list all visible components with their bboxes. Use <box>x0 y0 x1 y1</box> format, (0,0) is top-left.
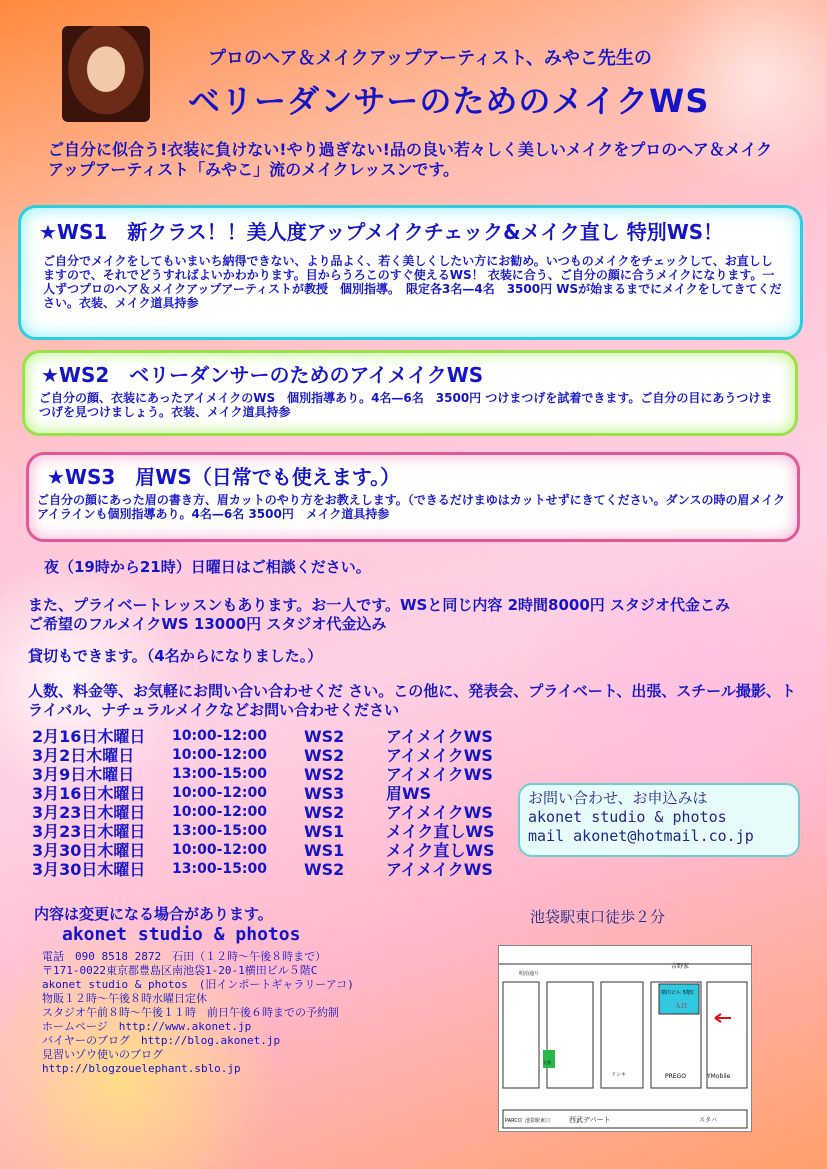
contact-email[interactable]: mail akonet@hotmail.co.jp <box>528 827 754 845</box>
footer-studio-hours: スタジオ午前８時〜午後１１時 前日午後６時までの予約制 <box>42 1006 339 1019</box>
subtitle: プロのヘア＆メイクアップアーティスト、みやこ先生の <box>208 48 652 69</box>
ws1-body: ご自分でメイクをしてもいまいち納得できない、より品よく、若く美しくしたい方にお勧め。いつものメイクをチェックして、お直ししますので、それでどうすればよいかわかります。目からうろこのすぐ使えるWS！ 衣装に合う、ご自分の顔に合うメイクになります。一人ずつプロのヘア＆メイクアップアーティストが教授 個別指導。 限定各3名—4名 3500円 WSが始まるまでにメイクをしてきてください。衣装、メイク道具持参 <box>43 254 782 310</box>
ws2-panel <box>22 350 798 436</box>
footer-hours: 物販１２時〜午後８時水曜日定休 <box>42 992 207 1005</box>
schedule-ws: WS1 <box>304 841 345 860</box>
footer-homepage[interactable]: ホームページ http://www.akonet.jp <box>42 1020 252 1033</box>
map-label: 池袋駅東口 <box>525 1118 551 1124</box>
map-label: 入口 <box>675 1003 688 1010</box>
footer-info <box>42 950 422 1076</box>
private-lesson-info: また、プライベートレッスンもあります。お一人です。WSと同じ内容 2時間8000円 スタジオ代金こみ <box>28 596 730 614</box>
map-svg <box>499 946 751 1131</box>
ws1-title: ★WS1 新クラス！！美人度アップメイクチェック&メイク直し 特別WS！ <box>39 220 724 244</box>
schedule-name: メイク直しWS <box>386 822 495 841</box>
schedule-row <box>32 841 526 860</box>
schedule-date: 2月16日木曜日 <box>32 727 146 746</box>
charter-info: 貸切もできます。（4名からになりました。） <box>28 647 323 665</box>
change-notice: 内容は変更になる場合があります。 <box>34 905 273 923</box>
ws2-title: ★WS2 ベリーダンサーのためのアイメイクWS <box>41 363 484 387</box>
map-label: 吉野家 <box>671 963 690 970</box>
schedule-row <box>32 784 526 803</box>
access-map <box>498 945 752 1132</box>
ws2-body: ご自分の顔、衣装にあったアイメイクのWS 個別指導あり。4名—6名 3500円 つけまつげを試着できます。ご自分の目にあうつけまつげを見つけましょう。衣装、メイク道具持参 <box>39 391 773 419</box>
map-label: 交番 <box>543 1060 551 1065</box>
contact-heading: お問い合わせ、お申込みは <box>528 789 708 807</box>
page-title: ベリーダンサーのためのメイクWS <box>188 82 710 120</box>
map-caption: 池袋駅東口徒歩２分 <box>530 908 666 926</box>
contact-studio: akonet studio & photos <box>528 808 727 826</box>
schedule-time: 10:00-12:00 <box>172 804 267 820</box>
schedule-ws: WS3 <box>304 784 345 803</box>
schedule-date: 3月16日木曜日 <box>32 784 146 803</box>
map-label: 横田ビル 5階C <box>661 990 695 996</box>
schedule-date: 3月2日木曜日 <box>32 746 135 765</box>
schedule-ws: WS2 <box>304 746 345 765</box>
schedule-ws: WS2 <box>304 803 345 822</box>
ws1-panel <box>18 205 803 340</box>
schedule-name: アイメイクWS <box>386 727 493 746</box>
schedule-row <box>32 727 526 746</box>
night-info: 夜（19時から21時）日曜日はご相談ください。 <box>44 558 371 576</box>
schedule-date: 3月23日木曜日 <box>32 822 146 841</box>
schedule-ws: WS2 <box>304 765 345 784</box>
intro-text: ご自分に似合う!衣装に負けない!やり過ぎない!品の良い若々しく美しいメイクをプロのヘア＆メイクアップアーティスト「みやこ」流のメイクレッスンです。 <box>48 140 773 179</box>
map-label: PREGO <box>665 1073 686 1080</box>
ws3-title: ★WS3 眉WS（日常でも使えます。） <box>47 465 401 489</box>
schedule-row <box>32 822 526 841</box>
ws3-body: ご自分の顔にあった眉の書き方、眉カットのやり方をお教えします。（できるだけまゆはカットせずにきてください。ダンスの時の眉メイク アイラインも個別指導あり。4名—6名 3500円 メイク道具持参 <box>37 493 785 521</box>
schedule-name: メイク直しWS <box>386 841 495 860</box>
ws3-panel <box>26 452 800 542</box>
footer-address: 〒171-0022東京都豊島区南池袋1-20-1横田ビル５階C <box>42 964 318 977</box>
schedule-name: アイメイクWS <box>386 803 493 822</box>
schedule-ws: WS1 <box>304 822 345 841</box>
schedule-date: 3月30日木曜日 <box>32 860 146 879</box>
schedule-time: 13:00-15:00 <box>172 861 267 877</box>
schedule-ws: WS2 <box>304 727 345 746</box>
schedule-row <box>32 765 526 784</box>
contact-box <box>518 783 800 857</box>
footer-phone: 電話 090 8518 2872 石田（１２時〜午後８時まで） <box>42 950 327 963</box>
schedule-time: 10:00-12:00 <box>172 785 267 801</box>
footer-buyer-blog[interactable]: バイヤーのブログ http://blog.akonet.jp <box>42 1034 281 1047</box>
map-label: ドンキ <box>611 1072 627 1078</box>
map-label: YMobile <box>707 1073 731 1080</box>
schedule-row <box>32 746 526 765</box>
full-make-info: ご希望のフルメイクWS 13000円 スタジオ代金込み <box>28 615 387 633</box>
footer-apprentice-url[interactable]: http://blogzouelephant.sblo.jp <box>42 1062 241 1075</box>
inquiry-info: 人数、料金等、お気軽にお問い合い合わせくだ さい。この他に、発表会、プライベート、出張、スチール撮影、トライバル、ナチュラルメイクなどお問い合わせください <box>28 682 796 719</box>
schedule-row <box>32 860 526 879</box>
map-koban <box>543 1050 555 1068</box>
footer-former-name: akonet studio & photos (旧インポートギャラリーアコ) <box>42 978 354 991</box>
schedule-time: 13:00-15:00 <box>172 766 267 782</box>
schedule-time: 13:00-15:00 <box>172 823 267 839</box>
map-label: スタバ <box>699 1117 717 1124</box>
map-label: PARCO <box>505 1118 522 1124</box>
schedule-name: 眉WS <box>386 784 432 803</box>
schedule-list <box>32 727 526 879</box>
schedule-name: アイメイクWS <box>386 765 493 784</box>
schedule-time: 10:00-12:00 <box>172 842 267 858</box>
map-label: 西武デパート <box>569 1116 611 1124</box>
schedule-row <box>32 803 526 822</box>
schedule-time: 10:00-12:00 <box>172 747 267 763</box>
schedule-name: アイメイクWS <box>386 746 493 765</box>
instructor-photo <box>62 26 150 122</box>
schedule-ws: WS2 <box>304 860 345 879</box>
schedule-time: 10:00-12:00 <box>172 728 267 744</box>
map-label: 明治通り <box>519 971 540 977</box>
studio-name: akonet studio & photos <box>62 924 301 945</box>
schedule-name: アイメイクWS <box>386 860 493 879</box>
schedule-date: 3月9日木曜日 <box>32 765 135 784</box>
schedule-date: 3月23日木曜日 <box>32 803 146 822</box>
footer-apprentice-blog: 見習いゾウ使いのブログ <box>42 1048 163 1061</box>
schedule-date: 3月30日木曜日 <box>32 841 146 860</box>
